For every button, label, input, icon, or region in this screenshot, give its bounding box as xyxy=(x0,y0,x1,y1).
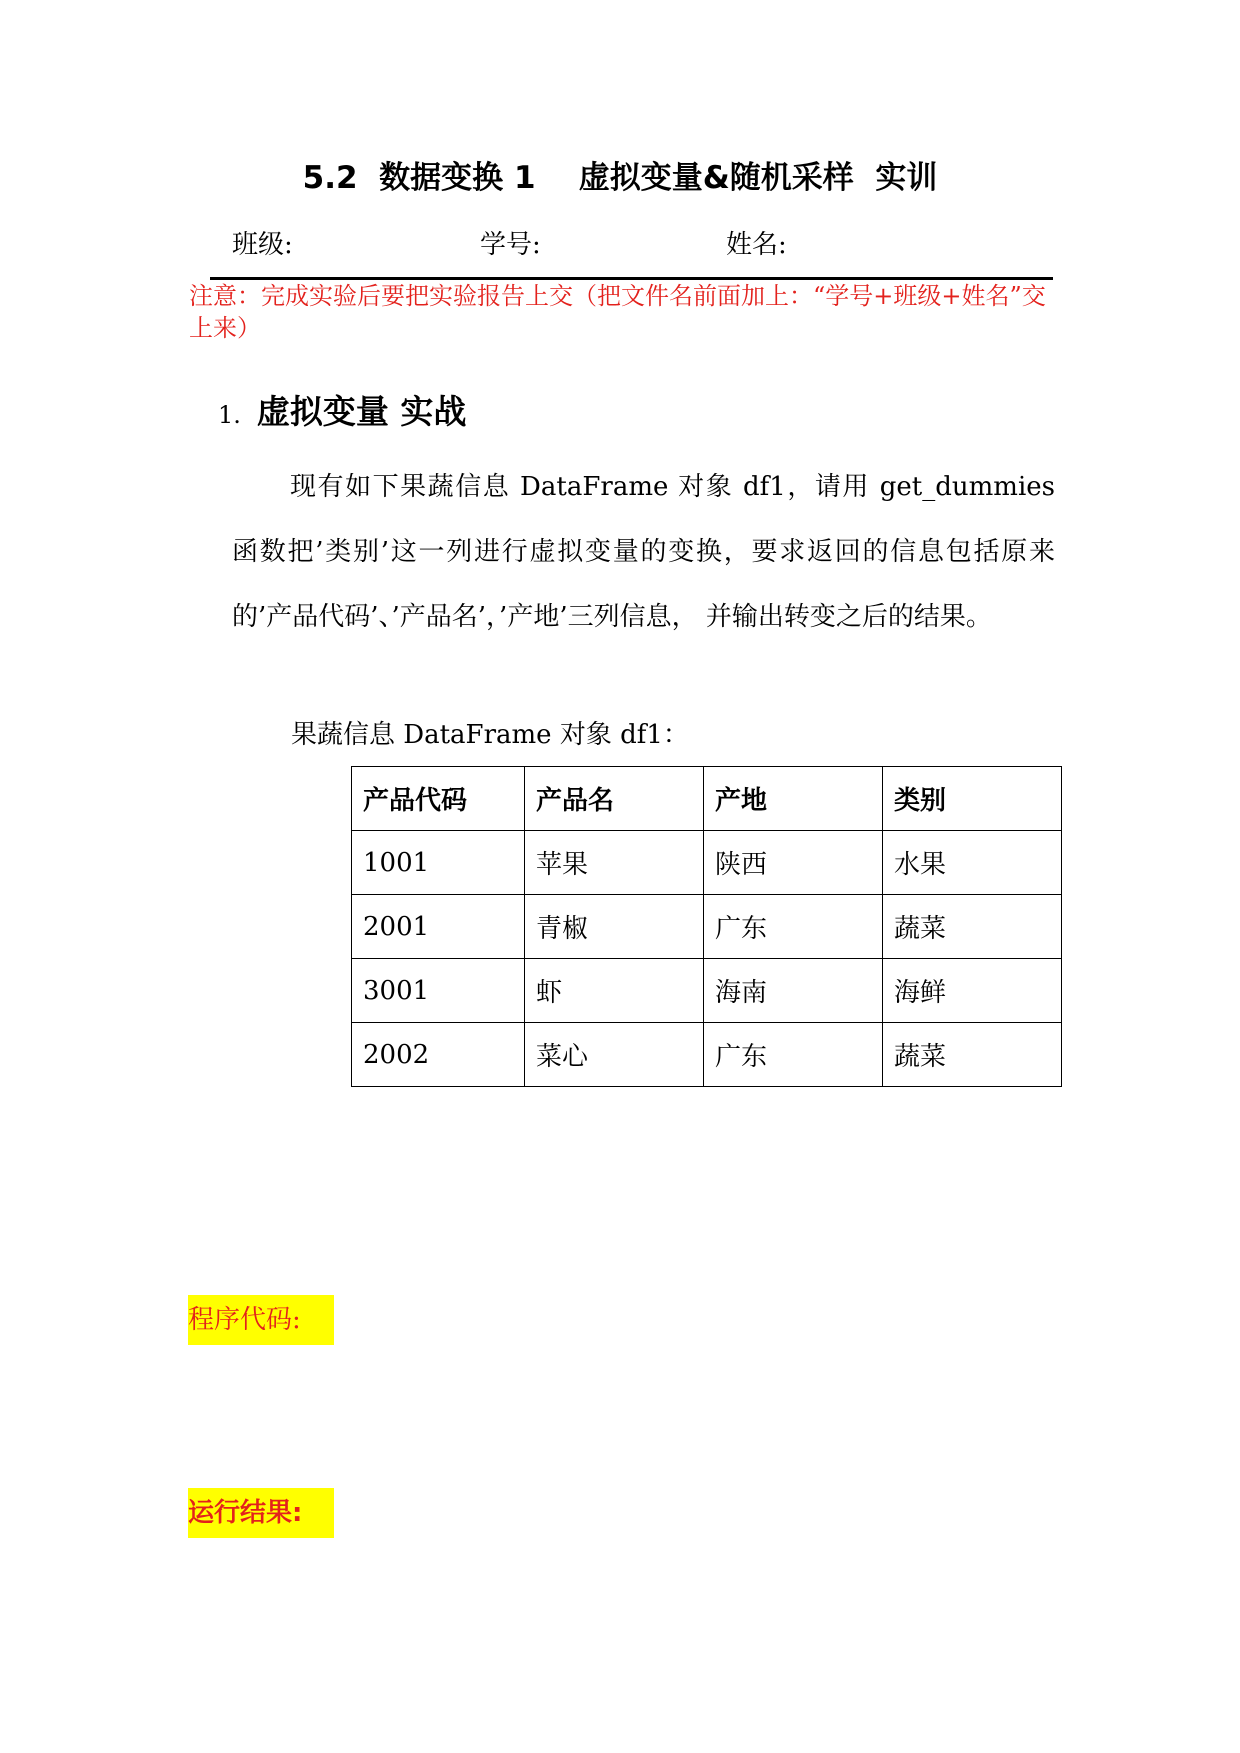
product-table xyxy=(351,766,1062,1087)
table-row xyxy=(352,831,1062,895)
cell-category: 蔬菜 xyxy=(883,895,1062,959)
run-result-label: 运行结果: xyxy=(188,1488,334,1538)
table-caption: 果蔬信息 DataFrame 对象 df1： xyxy=(291,720,689,750)
cell-product-name: 青椒 xyxy=(525,895,704,959)
cell-category: 海鲜 xyxy=(883,959,1062,1023)
program-code-label: 程序代码: xyxy=(188,1295,334,1345)
cell-origin: 陕西 xyxy=(704,831,883,895)
cell-product-name: 菜心 xyxy=(525,1023,704,1087)
name-label: 姓名: xyxy=(726,230,787,260)
student-id-label: 学号: xyxy=(480,230,541,260)
cell-product-code: 1001 xyxy=(352,831,525,895)
task-description: 现有如下果蔬信息 DataFrame 对象 df1，请用 get_dummies 函数把’类别’这一列进行虚拟变量的变换，要求返回的信息包括原来的’产品代码’、’产品名’，’产地’三列信息， 并输出转变之后的结果。 xyxy=(232,472,1055,632)
section-heading xyxy=(218,390,466,437)
section-title: 虚拟变量 实战 xyxy=(256,392,467,431)
page-title: 5.2 数据变换 1 虚拟变量&随机采样 实训 xyxy=(302,160,938,196)
cell-product-code: 2001 xyxy=(352,895,525,959)
class-label: 班级: xyxy=(232,230,293,260)
cell-origin: 广东 xyxy=(704,1023,883,1087)
submission-notice: 注意：完成实验后要把实验报告上交（把文件名前面加上：“学号+班级+姓名”交上来） xyxy=(189,282,1046,342)
table-header-row xyxy=(352,767,1062,831)
header-origin: 产地 xyxy=(704,767,883,831)
cell-product-code: 3001 xyxy=(352,959,525,1023)
cell-category: 水果 xyxy=(883,831,1062,895)
header-product-code: 产品代码 xyxy=(352,767,525,831)
cell-product-name: 苹果 xyxy=(525,831,704,895)
table-row xyxy=(352,895,1062,959)
cell-product-name: 虾 xyxy=(525,959,704,1023)
cell-category: 蔬菜 xyxy=(883,1023,1062,1087)
cell-origin: 广东 xyxy=(704,895,883,959)
section-number: 1. xyxy=(218,401,241,429)
header-product-name: 产品名 xyxy=(525,767,704,831)
table-row xyxy=(352,1023,1062,1087)
cell-product-code: 2002 xyxy=(352,1023,525,1087)
table-row xyxy=(352,959,1062,1023)
cell-origin: 海南 xyxy=(704,959,883,1023)
header-category: 类别 xyxy=(883,767,1062,831)
